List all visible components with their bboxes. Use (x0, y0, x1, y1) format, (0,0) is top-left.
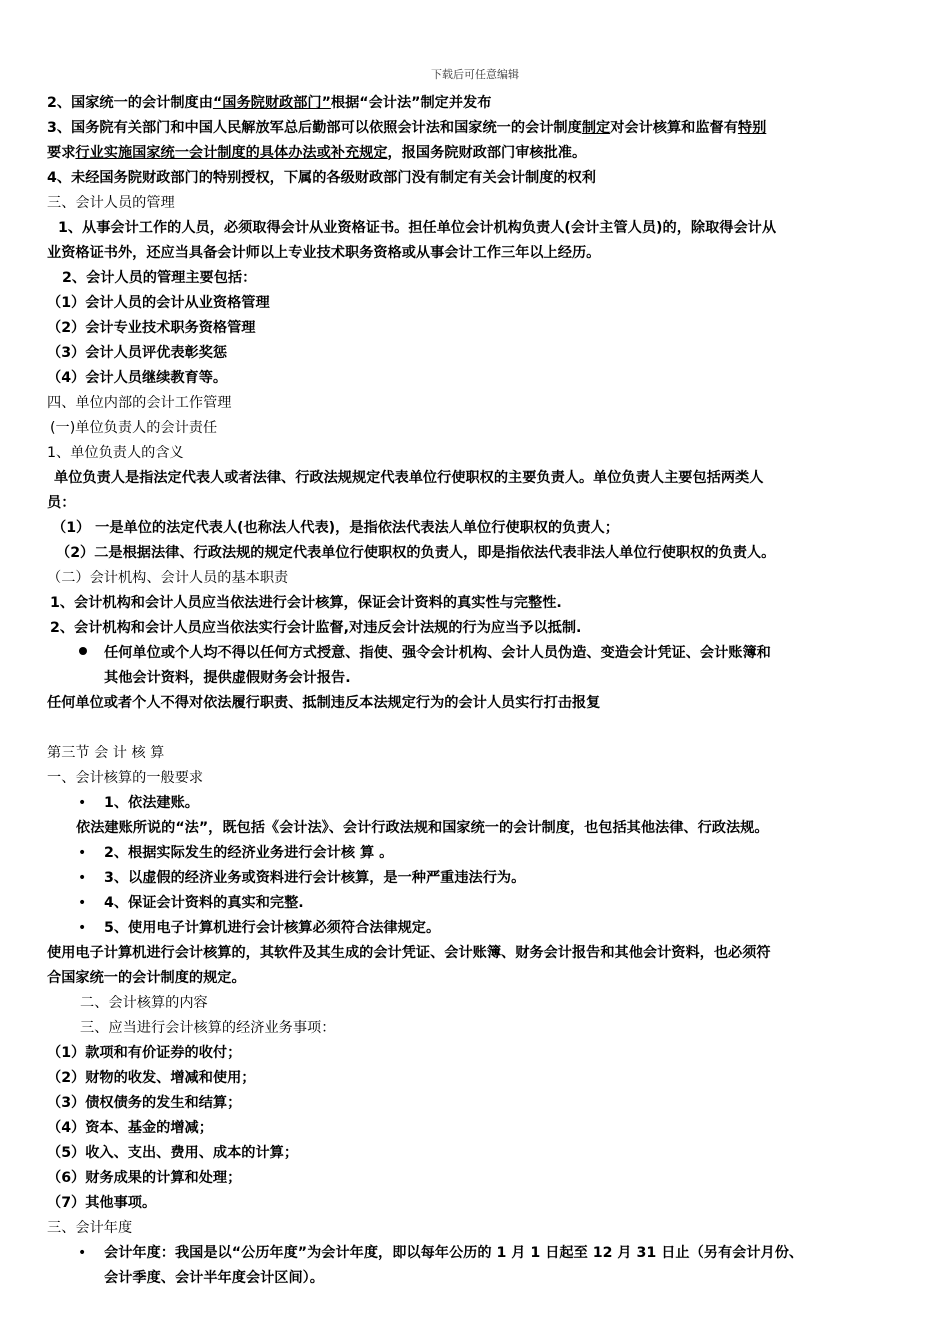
list-item: （1）会计人员的会计从业资格管理 (47, 295, 270, 311)
section-heading: 二、会计核算的内容 (80, 995, 208, 1011)
section-heading: 一、会计核算的一般要求 (47, 770, 204, 786)
bullet-text: 5、使用电子计算机进行会计核算必须符合法律规定。 (104, 920, 441, 936)
section-heading: 三、会计年度 (47, 1220, 133, 1236)
text-line: 1、从事会计工作的人员，必须取得会计从业资格证书。担任单位会计机构负责人(会计主管人员)的，除取得会计从 (58, 220, 777, 236)
list-item: （6）财务成果的计算和处理； (47, 1170, 242, 1186)
section-title: 第三节 会 计 核 算 (47, 745, 165, 761)
list-item: （2）财物的收发、增减和使用； (47, 1070, 256, 1086)
bullet-text: 4、保证会计资料的真实和完整. (104, 895, 304, 911)
text-line: 依法建账所说的“法”，既包括《会计法》、会计行政法规和国家统一的会计制度，也包括其他法律、行政法规。 (76, 820, 769, 836)
bullet-icon: • (78, 895, 87, 911)
subsection-heading: (一)单位负责人的会计责任 (50, 420, 218, 436)
text-line: 单位负责人是指法定代表人或者法律、行政法规规定代表单位行使职权的主要负责人。单位负责人主要包括两类人 (54, 470, 764, 486)
text-line: 要求行业实施国家统一会计制度的具体办法或补充规定，报国务院财政部门审核批准。 (47, 145, 587, 161)
list-item: （2）会计专业技术职务资格管理 (47, 320, 256, 336)
bullet-text: 会计年度：我国是以“公历年度”为会计年度，即以每年公历的 1 月 1 日起至 12 月 31 日止（另有会计月份、 (104, 1245, 804, 1261)
bullet-text: 1、依法建账。 (104, 795, 199, 811)
bullet-icon: • (78, 1245, 87, 1261)
bullet-text: 其他会计资料，提供虚假财务会计报告. (104, 670, 351, 686)
bullet-icon: • (78, 920, 87, 936)
list-item: （1）款项和有价证券的收付； (47, 1045, 242, 1061)
text-line: 2、国家统一的会计制度由“国务院财政部门”根据“会计法”制定并发布 (47, 95, 492, 111)
page-header: 下载后可任意编辑 (431, 68, 519, 81)
list-item: （3）会计人员评优表彰奖惩 (47, 345, 228, 361)
text-line: 业资格证书外，还应当具备会计师以上专业技术职务资格或从事会计工作三年以上经历。 (47, 245, 601, 261)
section-heading: 四、单位内部的会计工作管理 (47, 395, 232, 411)
bullet-text: 任何单位或个人均不得以任何方式授意、指使、强令会计机构、会计人员伪造、变造会计凭证、会计账簿和 (104, 645, 771, 661)
text-line: 1、会计机构和会计人员应当依法进行会计核算，保证会计资料的真实性与完整性. (50, 595, 562, 611)
list-item: （7）其他事项。 (47, 1195, 157, 1211)
list-item: （3）债权债务的发生和结算； (47, 1095, 242, 1111)
subsection-heading: （二）会计机构、会计人员的基本职责 (47, 570, 289, 586)
text-line: 任何单位或者个人不得对依法履行职责、抵制违反本法规定行为的会计人员实行打击报复 (47, 695, 601, 711)
list-item: （2）二是根据法律、行政法规的规定代表单位行使职权的负责人，即是指依法代表非法人单位行使职权的负责人。 (56, 545, 776, 561)
bullet-text: 会计季度、会计半年度会计区间）。 (104, 1270, 324, 1286)
text-line: 员： (47, 495, 76, 511)
list-item: （4）资本、基金的增减； (47, 1120, 213, 1136)
list-item: （1） 一是单位的法定代表人(也称法人代表)，是指依法代表法人单位行使职权的负责人； (52, 520, 619, 536)
text-line: 2、会计机构和会计人员应当依法实行会计监督,对违反会计法规的行为应当予以抵制. (50, 620, 582, 636)
bullet-icon: • (78, 795, 87, 811)
bullet-dot-icon (79, 647, 87, 655)
bullet-text: 3、以虚假的经济业务或资料进行会计核算，是一种严重违法行为。 (104, 870, 526, 886)
section-heading: 三、会计人员的管理 (47, 195, 175, 211)
section-heading: 三、应当进行会计核算的经济业务事项： (80, 1020, 336, 1036)
bullet-text: 2、根据实际发生的经济业务进行会计核 算 。 (104, 845, 394, 861)
text-line: 4、未经国务院财政部门的特别授权，下属的各级财政部门没有制定有关会计制度的权利 (47, 170, 596, 186)
bullet-icon: • (78, 870, 87, 886)
text-line: 使用电子计算机进行会计核算的，其软件及其生成的会计凭证、会计账簿、财务会计报告和其他会计资料，也必须符 (47, 945, 771, 961)
text-line: 3、国务院有关部门和中国人民解放军总后勤部可以依照会计法和国家统一的会计制度制定对会计核算和监督有特别 (47, 120, 767, 136)
bullet-icon: • (78, 845, 87, 861)
text-line: 2、会计人员的管理主要包括： (62, 270, 257, 286)
list-item: （5）收入、支出、费用、成本的计算； (47, 1145, 299, 1161)
text-line: 合国家统一的会计制度的规定。 (47, 970, 246, 986)
text-line: 1、单位负责人的含义 (47, 445, 184, 461)
list-item: （4）会计人员继续教育等。 (47, 370, 228, 386)
